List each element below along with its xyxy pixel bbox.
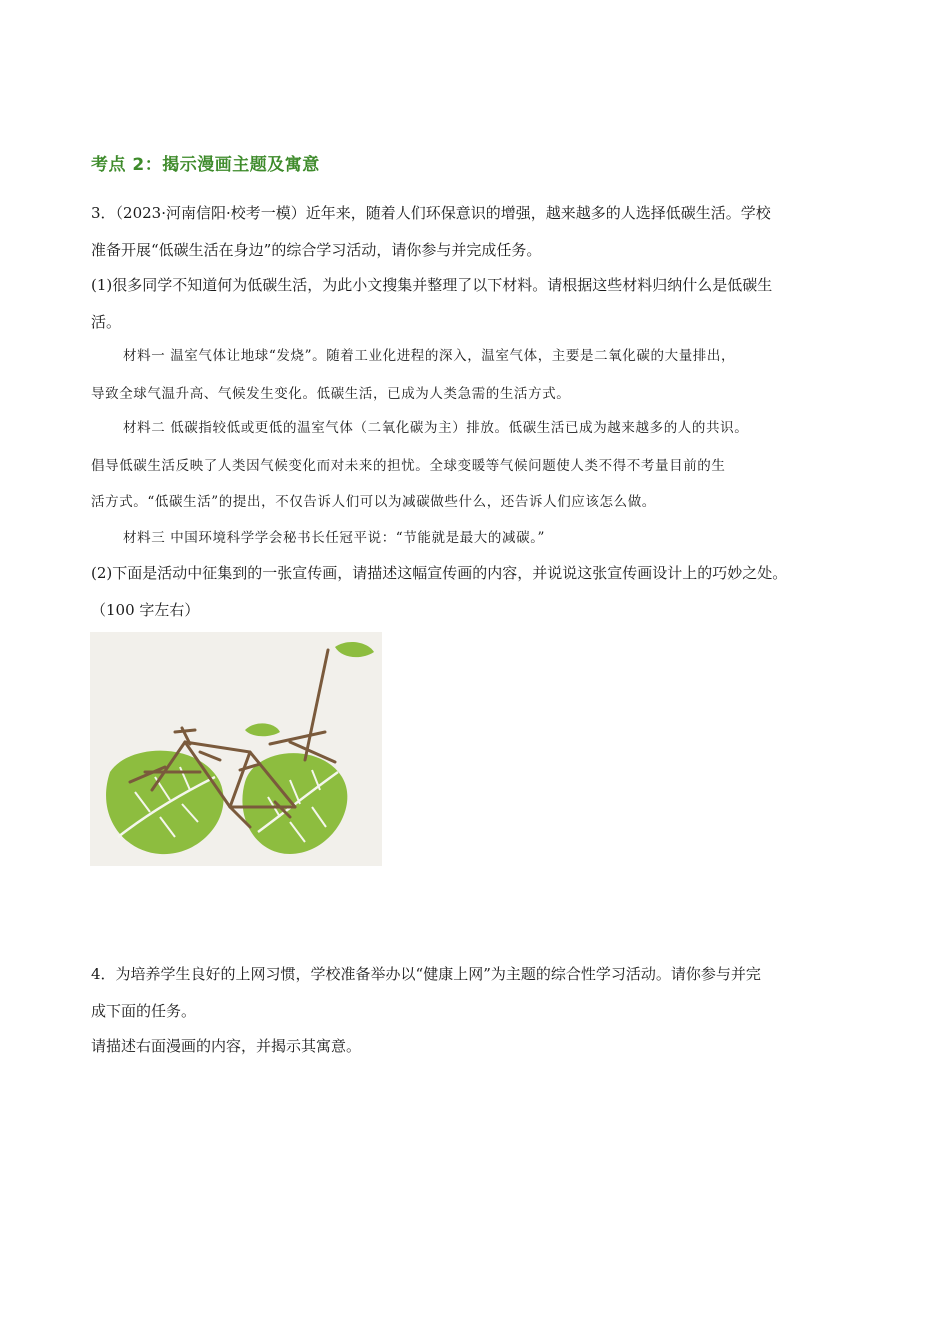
- q3-part2-line-1: (2)下面是活动中征集到的一张宣传画，请描述这幅宣传画的内容，并说说这张宣传画设计上的巧妙之处。: [91, 564, 788, 582]
- q3-intro-line-1: 3．（2023·河南信阳·校考一模）近年来，随着人们环保意识的增强，越来越多的人选择低碳生活。学校: [91, 204, 771, 222]
- q4-line-1: 4．为培养学生良好的上网习惯，学校准备举办以“健康上网”为主题的综合性学习活动。请你参与并完: [91, 965, 761, 983]
- q3-part1-line-1: (1)很多同学不知道何为低碳生活，为此小文搜集并整理了以下材料。请根据这些材料归纳什么是低碳生: [91, 276, 773, 294]
- handlebar-leaf: [335, 642, 374, 657]
- material-3-line-1: 材料三 中国环境科学学会秘书长任冠平说：“节能就是最大的减碳。”: [123, 530, 546, 546]
- q4-line-2: 成下面的任务。: [91, 1002, 197, 1020]
- bicycle-poster-image: [90, 632, 382, 866]
- section-heading: 考点 2：揭示漫画主题及寓意: [91, 155, 320, 175]
- q4-line-3: 请描述右面漫画的内容，并揭示其寓意。: [91, 1037, 362, 1055]
- material-1-line-2: 导致全球气温升高、气候发生变化。低碳生活，已成为人类急需的生活方式。: [91, 386, 571, 402]
- q3-part1-line-2: 活。: [91, 313, 122, 331]
- material-2-line-2: 倡导低碳生活反映了人类因气候变化而对未来的担忧。全球变暖等气候问题使人类不得不考量目前的生: [91, 458, 726, 474]
- material-2-line-1: 材料二 低碳指较低或更低的温室气体（二氧化碳为主）排放。低碳生活已成为越来越多的人的共识。: [123, 420, 749, 436]
- q3-part2-line-2: （100 字左右）: [91, 601, 200, 619]
- front-wheel-leaf: [242, 753, 347, 854]
- q3-intro-line-2: 准备开展“低碳生活在身边”的综合学习活动，请你参与并完成任务。: [91, 241, 542, 259]
- material-2-line-3: 活方式。“低碳生活”的提出，不仅告诉人们可以为减碳做些什么，还告诉人们应该怎么做。: [91, 494, 656, 510]
- seat-leaf: [245, 723, 280, 736]
- material-1-line-1: 材料一 温室气体让地球“发烧”。随着工业化进程的深入，温室气体，主要是二氧化碳的大量排出，: [123, 348, 736, 364]
- leaf-bicycle-illustration: [90, 632, 382, 866]
